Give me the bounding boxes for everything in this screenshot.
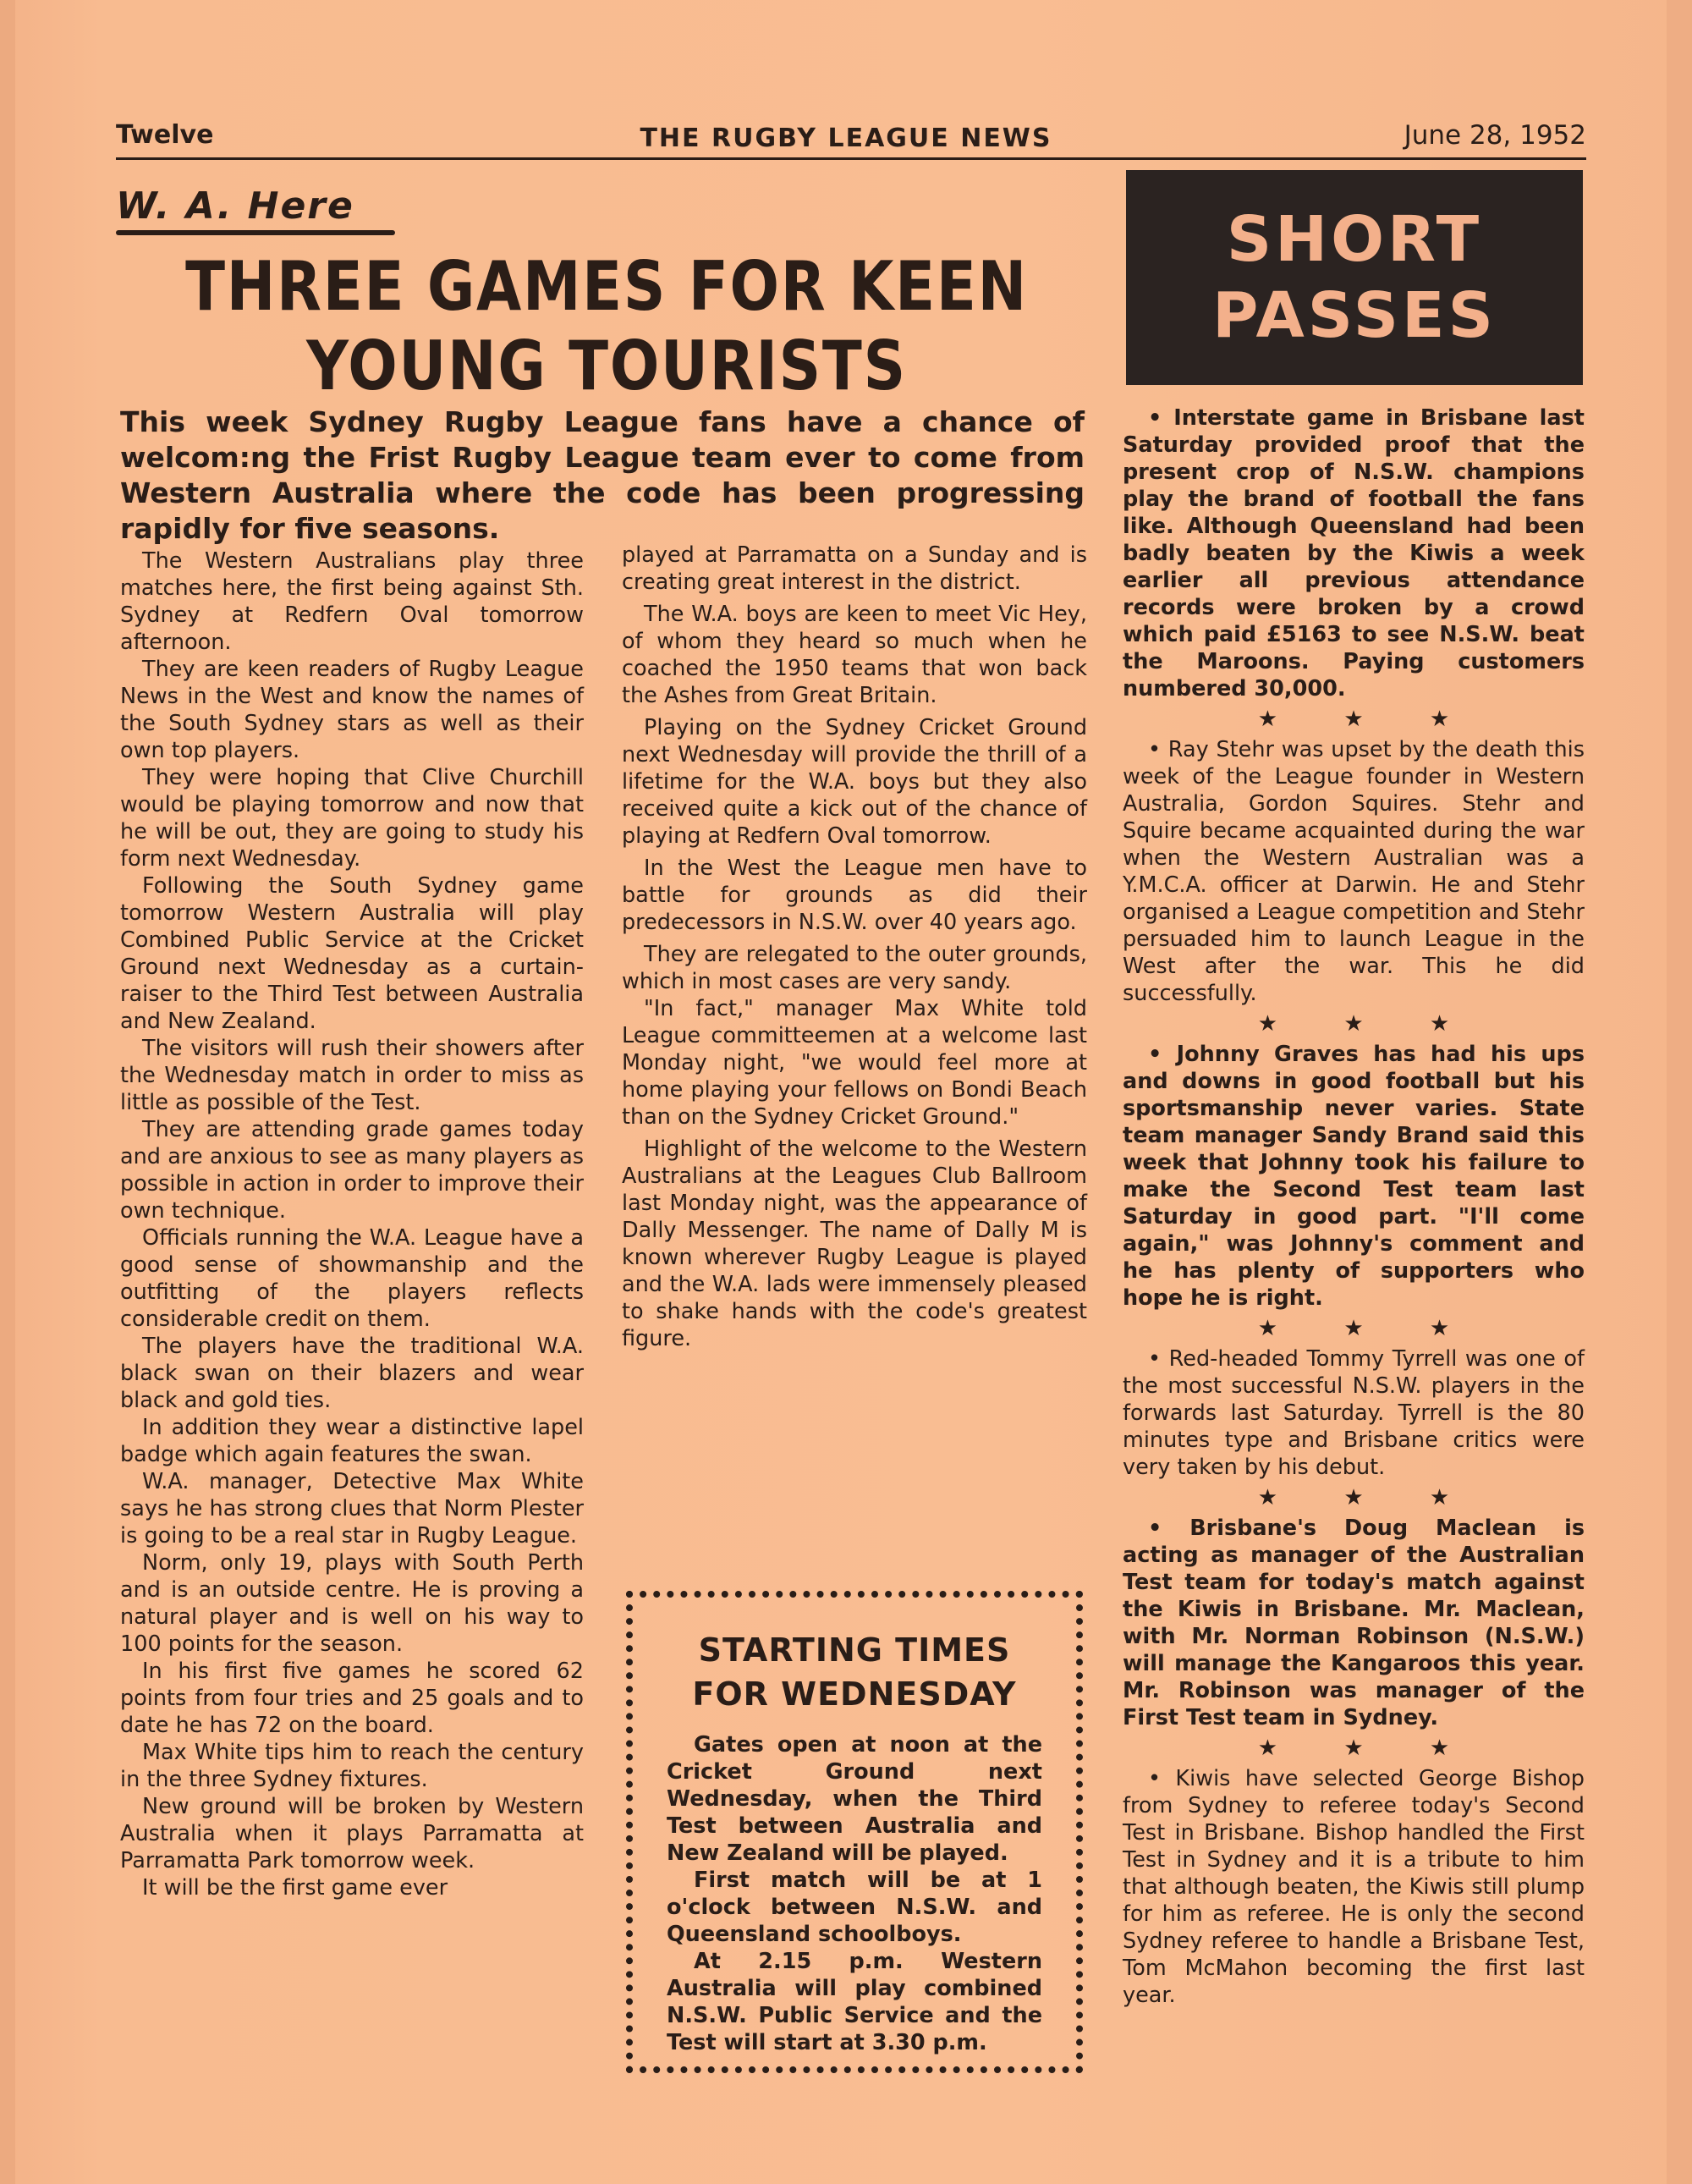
paragraph: The visitors will rush their showers after the Wednesday match in order to miss as little as possible of the Test. [120, 1036, 584, 1115]
article-column-2 [622, 542, 1087, 1352]
box-title-line-1: STARTING TIMES [698, 1631, 1011, 1669]
header-rule [116, 157, 1586, 160]
box-title-line-2: FOR WEDNESDAY [692, 1675, 1017, 1713]
headline-line-1: THREE GAMES FOR KEEN [185, 247, 1028, 326]
box-title [667, 1628, 1042, 1716]
paragraph: The W.A. boys are keen to meet Vic Hey, of whom they heard so much when he coached the 1950 teams that won back the Ashes from Great Britain. [622, 602, 1087, 708]
short-pass-item: • Brisbane's Doug Maclean is acting as manager of the Australian Test team for today's match against the Kiwis in Brisbane. Mr. Maclean, with Mr. Norman Robinson (N.S.W.) will manage the Kangaroos this year. Mr. Robinson was manager of the First Test team in Sydney. [1123, 1516, 1585, 1730]
kicker-underline [116, 230, 395, 235]
paragraph: The Western Australians play three matches here, the first being against Sth. Sydney at Redfern Oval tomorrow afternoon. [120, 548, 584, 655]
paragraph: In addition they wear a distinctive lapel badge which again features the swan. [120, 1415, 584, 1467]
star-divider: ★ ★ ★ [1257, 1485, 1450, 1510]
article-headline [184, 247, 1029, 406]
paragraph: They were hoping that Clive Churchill would be playing tomorrow and now that he will be out, they are going to study his form next Wednesday. [120, 765, 584, 872]
short-pass-item: • Red-headed Tommy Tyrrell was one of the most successful N.S.W. players in the forwards last Saturday. Tyrrell is the 80 minutes type and Brisbane critics were very taken by his debut. [1123, 1346, 1585, 1480]
paragraph: Officials running the W.A. League have a good sense of showmanship and the outfitting of the players reflects considerable credit on them. [120, 1225, 584, 1332]
paragraph: Highlight of the welcome to the Western Australians at the Leagues Club Ballroom last Monday night, was the appearance of Dally Messenger. The name of Dally M is known wherever Rugby League is played and the W.A. lads were immensely pleased to shake hands with the code's greatest figure. [622, 1136, 1087, 1351]
star-divider: ★ ★ ★ [1257, 707, 1450, 732]
paragraph: Norm, only 19, plays with South Perth and is an outside centre. He is proving a natural player and is well on his way to 100 points for the season. [120, 1550, 584, 1657]
star-divider: ★ ★ ★ [1257, 1011, 1450, 1037]
paragraph: played at Parramatta on a Sunday and is creating great interest in the district. [622, 542, 1087, 595]
paragraph: They are relegated to the outer grounds, which in most cases are very sandy. [622, 942, 1087, 994]
short-pass-item: • Kiwis have selected George Bishop from Sydney to referee today's Second Test in Brisbane. Bishop handled the First Test in Sydney and it is a tribute to him that although beaten, the Kiwis still plump for him as referee. He is only the second Sydney referee to handle a Brisbane Test, Tom McMahon becoming the first last year. [1123, 1766, 1585, 2008]
starting-times-box [626, 1591, 1083, 2073]
box-paragraph: First match will be at 1 o'clock between N.S.W. and Queensland schoolboys. [667, 1868, 1042, 1947]
short-passes-banner [1126, 170, 1583, 385]
star-divider: ★ ★ ★ [1257, 1316, 1450, 1341]
short-pass-item: • Ray Stehr was upset by the death this week of the League founder in Western Australia, Gordon Squires. Stehr and Squire became acquainted during the war when the Western Australian was a Y.M.C.A. officer at Darwin. He and Stehr organised a League competition and Stehr persuaded him to launch League in the West after the war. This he did successfully. [1123, 737, 1585, 1006]
publication-title: THE RUGBY LEAGUE NEWS [640, 124, 1052, 153]
short-pass-item: • Johnny Graves has had his ups and downs in good football but his sportsmanship never varies. State team manager Sandy Brand said this week that Johnny took his failure to make the Second Test team last Saturday in good part. "I'll come again," was Johnny's comment and he has plenty of supporters who hope he is right. [1123, 1042, 1585, 1311]
paragraph: Max White tips him to reach the century in the three Sydney fixtures. [120, 1740, 584, 1792]
article-column-1 [120, 547, 584, 1901]
paragraph: New ground will be broken by Western Australia when it plays Parramatta at Parramatta Park tomorrow week. [120, 1794, 584, 1873]
banner-line-1: SHORT [1226, 203, 1483, 276]
paragraph: Playing on the Sydney Cricket Ground next Wednesday will provide the thrill of a lifetime for the W.A. boys but they also received quite a kick out of the chance of playing at Redfern Oval tomorrow. [622, 715, 1087, 849]
issue-date: June 28, 1952 [1404, 120, 1586, 151]
star-divider: ★ ★ ★ [1257, 1736, 1450, 1761]
headline-line-2: YOUNG TOURISTS [306, 327, 907, 405]
paragraph: In the West the League men have to battle for grounds as did their predecessors in N.S.W. over 40 years ago. [622, 855, 1087, 935]
box-paragraph: Gates open at noon at the Cricket Ground next Wednesday, when the Third Test between Australia and New Zealand will be played. [667, 1732, 1042, 1866]
article-kicker: W. A. Here [116, 184, 354, 228]
paragraph: In his first five games he scored 62 points from four tries and 25 goals and to date he has 72 on the board. [120, 1659, 584, 1738]
page-edge-right [1667, 0, 1692, 2184]
paragraph: The players have the traditional W.A. black swan on their blazers and wear black and gold ties. [120, 1334, 584, 1413]
short-passes-column [1123, 404, 1585, 2009]
paragraph: It will be the first game ever [142, 1875, 448, 1901]
paragraph: W.A. manager, Detective Max White says he has strong clues that Norm Plester is going to be a real star in Rugby League. [120, 1469, 584, 1549]
box-paragraph: At 2.15 p.m. Western Australia will play combined N.S.W. Public Service and the Test will start at 3.30 p.m. [667, 1949, 1042, 2055]
page-edge-left [0, 0, 15, 2184]
paragraph: They are keen readers of Rugby League News in the West and know the names of the South Sydney stars as well as their own top players. [120, 657, 584, 763]
paragraph: Following the South Sydney game tomorrow Western Australia will play Combined Public Service at the Cricket Ground next Wednesday as a curtain-raiser to the Third Test between Australia and New Zealand. [120, 873, 584, 1034]
page-number: Twelve [116, 120, 214, 150]
paragraph: "In fact," manager Max White told League committeemen at a welcome last Monday night, "we would feel more at home playing your fellows on Bondi Beach than on the Sydney Cricket Ground." [622, 996, 1087, 1130]
short-pass-item: • Interstate game in Brisbane last Saturday provided proof that the present crop of N.S.W. champions play the brand of football the fans like. Although Queensland had been badly beaten by the Kiwis a week earlier all previous attendance records were broken by a crowd which paid £5163 to see N.S.W. beat the Maroons. Paying customers numbered 30,000. [1123, 405, 1585, 701]
paragraph: They are attending grade games today and are anxious to see as many players as possible in action in order to improve their own technique. [120, 1117, 584, 1224]
article-intro: This week Sydney Rugby League fans have a chance of welcom:ng the Frist Rugby League team ever to come from Western Australia where the code has been progressing rapidly for five seasons. [120, 405, 1085, 545]
banner-line-2: PASSES [1212, 279, 1497, 352]
